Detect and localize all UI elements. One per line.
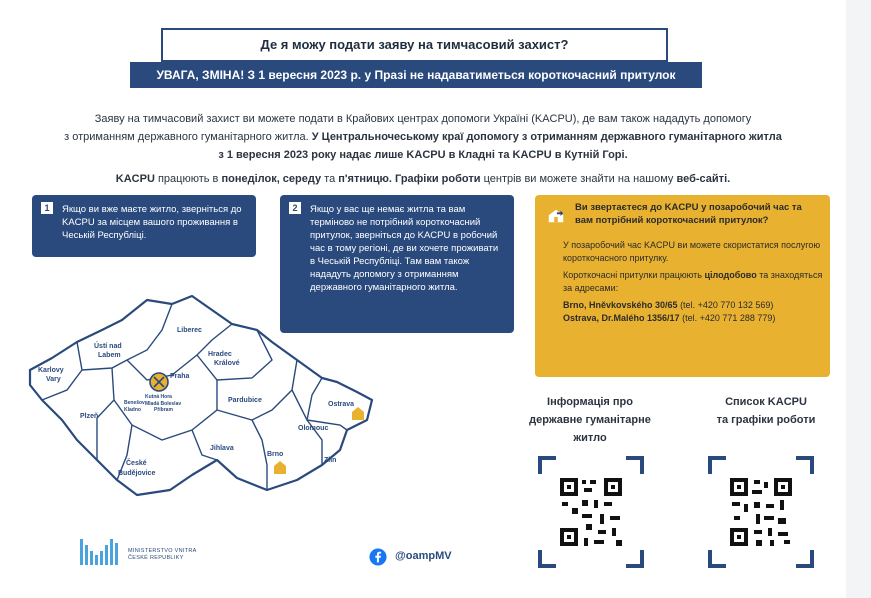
info-card-1 — [32, 195, 256, 257]
qr-title-kacpu-1: Список KACPU — [725, 396, 807, 408]
map-label: Králové — [214, 360, 240, 367]
intro-part-3: У Центральночеському краї допомогу з отриманням державного гуманітарного житла — [311, 131, 782, 143]
shelter-icon-ostrava — [352, 407, 364, 420]
map-label: Brno — [267, 451, 284, 458]
days-text-2: та — [321, 173, 339, 185]
ministry-name-2: ČESKÉ REPUBLIKY — [128, 555, 184, 561]
map-label: Pardubice — [228, 397, 262, 404]
qr-title-kacpu — [700, 393, 832, 429]
card-text-1: Якщо ви вже маєте житло, зверніться до KACPU за місцем вашого проживання в Чеській Республіці. — [62, 204, 242, 241]
map-label: Kladno — [124, 407, 141, 413]
map-label: Budějovice — [118, 470, 156, 477]
intro-part-4: з 1 вересня 2023 року надає лише KACPU в Кладні та KACPU в Кутній Горі. — [218, 149, 628, 161]
days-text-1: працюють в — [154, 173, 222, 185]
intro-text — [20, 110, 826, 164]
ministry-name-1: MINISTERSTVO VNITRA — [128, 548, 197, 554]
address-brno — [563, 299, 825, 325]
map-label: Kutná Hora — [145, 394, 172, 400]
days-text-3: центрів ви можете знайти на нашому — [480, 173, 677, 185]
address-brno-street: Brno, Hněvkovského 30/65 — [563, 300, 678, 310]
days-kacpu: KACPU — [115, 173, 155, 185]
map-label: Karlovy — [38, 367, 64, 374]
map-label: Příbram — [154, 407, 173, 413]
address-ostrava-street: Ostrava, Dr.Malého 1356/17 — [563, 313, 680, 323]
map-label: Ústí nad — [94, 343, 122, 350]
days-schedule: Графіки роботи — [391, 173, 481, 185]
website-link[interactable]: веб-сайті. — [676, 173, 731, 185]
map-label: Liberec — [177, 327, 202, 334]
address-ostrava-tel: (tel. +420 771 288 779) — [679, 313, 776, 323]
afterhours-p2b: цілодобово — [704, 270, 757, 280]
address-brno-tel: (tel. +420 770 132 569) — [677, 300, 774, 310]
afterhours-body — [563, 239, 825, 329]
page-title: Де я можу подати заяву на тимчасовий захист? — [161, 28, 668, 62]
qr-title-kacpu-2: та графіки роботи — [716, 414, 816, 426]
intro-part-2: з отриманням державного гуманітарного житла. — [64, 131, 309, 143]
working-days — [20, 173, 826, 185]
map-labels — [38, 327, 354, 477]
czech-map — [22, 290, 402, 500]
map-label: Jihlava — [210, 445, 234, 452]
shelter-icon-brno — [274, 461, 286, 474]
qr-title-housing-2: державне гуманітарне — [529, 414, 651, 426]
map-label: Zlín — [324, 457, 337, 464]
afterhours-heading: Ви звертаєтеся до KACPU у позаробочий час та вам потрібний короткочасний притулок? — [575, 202, 802, 226]
warning-banner: УВАГА, ЗМІНА! З 1 вересня 2023 р. у Празі не надаватиметься короткочасний притулок — [130, 62, 702, 88]
map-outline — [30, 296, 372, 495]
days-friday: п'ятницю. — [338, 173, 392, 185]
card-text-2: Якщо у вас ще немає житла та вам терміново не потрібний короткочасний притулок, зверніться до KACPU в робочий час в тому регіоні, де ви хочете проживати в Чеській Республіці. Там вам також нададуть допомогу з отриманням державного гуманітарного житла. — [310, 204, 499, 293]
afterhours-p2c: та знаходяться за адресами: — [563, 270, 823, 293]
qr-title-housing-1: Інформація про — [547, 396, 633, 408]
ministry-name — [128, 548, 197, 562]
logo-bars — [80, 539, 118, 565]
facebook-handle[interactable]: @oampMV — [395, 550, 452, 562]
qr-title-housing — [524, 393, 656, 447]
qr-pattern — [728, 476, 794, 548]
days-days: понеділок, середу — [221, 173, 322, 185]
qr-pattern — [558, 476, 624, 548]
afterhours-p2a: Короткочасні притулки працюють — [563, 270, 705, 280]
qr-code-kacpu-list[interactable] — [708, 456, 814, 568]
intro-part-1: Заяву на тимчасовий захист ви можете подати в Крайових центрах допомоги Україні (KACPU), де вам також нададуть допомогу — [94, 113, 752, 125]
map-label: Ostrava — [328, 401, 355, 408]
qr-code-housing[interactable] — [538, 456, 644, 568]
afterhours-p1: У позаробочий час KACPU ви можете скористатися послугою короткочасного притулку. — [563, 240, 821, 263]
map-label: Plzeň — [80, 413, 99, 420]
map-label: Benešov — [124, 400, 145, 406]
card-number-1: 1 — [41, 202, 53, 214]
map-label: České — [126, 460, 147, 467]
prague-marker — [150, 373, 168, 391]
qr-title-housing-3: житло — [573, 432, 607, 444]
map-label: Hradec — [208, 351, 232, 358]
map-label: Mladá Boleslav — [145, 401, 182, 407]
afterhours-box — [535, 195, 830, 377]
map-label: Labem — [98, 352, 121, 359]
facebook-icon[interactable] — [369, 548, 387, 566]
viewer-margin — [846, 0, 871, 598]
map-label: Vary — [46, 376, 61, 383]
map-label: Praha — [170, 373, 190, 380]
afterhours-p2 — [563, 269, 825, 295]
card-number-2: 2 — [289, 202, 301, 214]
map-label: Olomouc — [298, 425, 329, 432]
house-arrow-icon — [547, 207, 565, 225]
